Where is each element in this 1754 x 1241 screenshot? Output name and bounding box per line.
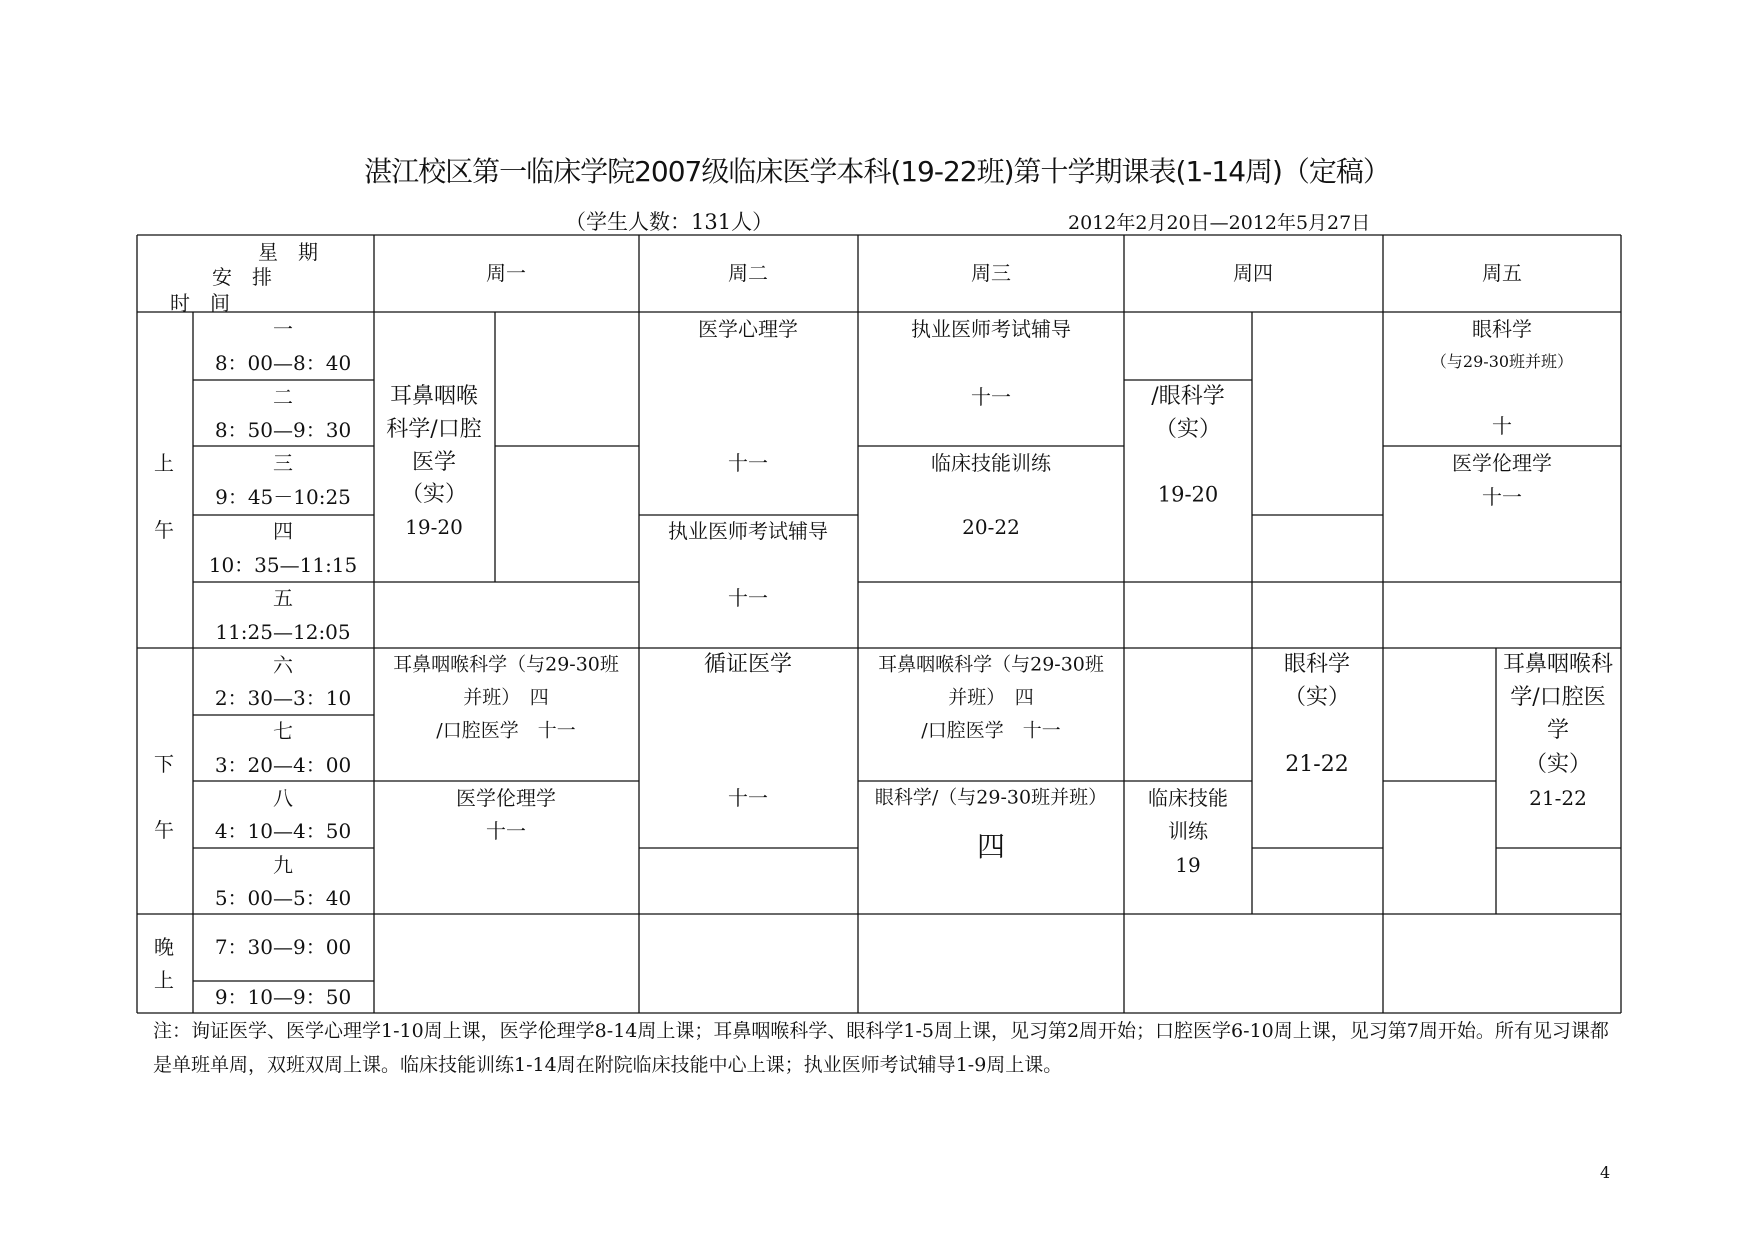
course-line: 训练	[1168, 819, 1208, 843]
course-line: 耳鼻咽喉科	[1502, 652, 1614, 677]
course-line: 十一	[728, 786, 768, 810]
afternoon-label-2: 午	[154, 818, 174, 842]
corner-weekday: 星 期	[258, 240, 318, 264]
period-time: 3：20—4：00	[214, 753, 352, 777]
period-num: 六	[273, 653, 293, 677]
period-time: 11:25—12:05	[215, 620, 351, 644]
period-time: 8：50—9：30	[214, 418, 352, 442]
day-header-tue: 周二	[728, 261, 768, 285]
day-header-mon: 周一	[486, 261, 526, 285]
period-time: 8：00—8：40	[214, 351, 352, 375]
course-line: 十	[1492, 414, 1512, 438]
evening-label-2: 上	[154, 968, 174, 992]
course-line: 并班） 四	[463, 686, 549, 709]
period-time: 2：30—3：10	[214, 686, 352, 710]
morning-label-1: 上	[154, 451, 174, 475]
footnote: 注：询证医学、医学心理学1-10周上课，医学伦理学8-14周上课；耳鼻咽喉科学、眼科学1-5周上课，见习第2周开始；口腔医学6-10周上课，见习第7周开始。所有见习课都是单班单周，双班双周上课。临床技能训练1-14周在附院临床技能中心上课；执业医师考试辅导1-9周上课。	[153, 1020, 1609, 1076]
course-line: （与29-30班并班）	[1430, 352, 1574, 371]
course-line: （实）	[1524, 752, 1592, 777]
period-num: 七	[273, 719, 293, 743]
course-line: 十一	[971, 385, 1011, 409]
course-line: 耳鼻咽喉科学（与29-30班	[878, 653, 1104, 676]
course-line: 循证医学	[703, 652, 793, 677]
course-line: 眼科学	[1472, 317, 1532, 341]
course-line: 19-20	[405, 515, 463, 539]
course-line: 眼科学/（与29-30班并班）	[874, 786, 1108, 809]
period-num: 二	[273, 385, 293, 409]
course-line: 耳鼻咽喉	[389, 384, 479, 409]
period-num: 四	[273, 519, 293, 543]
evening-time: 7：30—9：00	[214, 935, 352, 959]
document-title: 湛江校区第一临床学院2007级临床医学本科(19-22班)第十学期课表(1-14周)（定稿）	[364, 155, 1390, 188]
student-count: （学生人数：131人）	[565, 210, 774, 234]
course-line: 临床技能训练	[931, 451, 1051, 475]
afternoon-label-1: 下	[154, 752, 174, 776]
course-line: 学/口腔医	[1510, 685, 1606, 710]
day-header-thu: 周四	[1233, 261, 1273, 285]
course-line: 医学伦理学	[456, 786, 556, 810]
course-line: 十一	[486, 819, 526, 843]
evening-time: 9：10—9：50	[214, 985, 352, 1009]
period-num: 五	[273, 586, 293, 610]
date-range: 2012年2月20日—2012年5月27日	[1068, 212, 1371, 234]
period-time: 4：10—4：50	[214, 819, 352, 843]
corner-arrange: 安 排	[212, 265, 272, 289]
morning-label-2: 午	[154, 518, 174, 542]
course-line: /口腔医学 十一	[921, 719, 1061, 742]
course-line: 眼科学	[1283, 652, 1351, 677]
course-line: 十一	[728, 451, 768, 475]
course-line: 并班） 四	[948, 686, 1034, 709]
course-line: 21-22	[1529, 786, 1587, 810]
period-time: 5：00—5：40	[214, 886, 352, 910]
period-time: 10：35—11:15	[208, 553, 358, 577]
day-header-wed: 周三	[971, 261, 1011, 285]
period-num: 三	[273, 451, 293, 475]
course-line: /口腔医学 十一	[436, 719, 576, 742]
course-line: 医学心理学	[698, 317, 798, 341]
day-header-fri: 周五	[1482, 261, 1522, 285]
course-line: （实）	[1283, 685, 1351, 710]
course-line: 执业医师考试辅导	[668, 519, 828, 543]
course-line: /眼科学	[1151, 384, 1225, 409]
course-line: 20-22	[962, 515, 1020, 539]
course-line: 十一	[728, 586, 768, 610]
course-line: 19-20	[1157, 482, 1219, 507]
course-line: 科学/口腔	[386, 417, 482, 442]
course-line: 学	[1546, 718, 1570, 743]
period-time: 9：45－10:25	[215, 485, 351, 509]
course-line: 21-22	[1285, 752, 1349, 777]
period-num: 一	[273, 317, 293, 341]
period-num: 八	[273, 786, 293, 810]
course-line: 四	[976, 830, 1006, 863]
course-line: 临床技能	[1148, 786, 1228, 810]
period-num: 九	[273, 853, 293, 877]
course-line: （实）	[1154, 417, 1222, 442]
course-line: 医学伦理学	[1452, 451, 1552, 475]
course-line: （实）	[400, 482, 468, 507]
course-line: 十一	[1482, 485, 1522, 509]
course-line: 耳鼻咽喉科学（与29-30班	[393, 653, 619, 676]
course-line: 执业医师考试辅导	[911, 317, 1071, 341]
course-line: 19	[1175, 853, 1201, 877]
corner-time: 时 间	[170, 291, 230, 315]
page-number: 4	[1600, 1163, 1611, 1182]
course-line: 医学	[411, 450, 457, 475]
evening-label-1: 晚	[154, 935, 174, 959]
